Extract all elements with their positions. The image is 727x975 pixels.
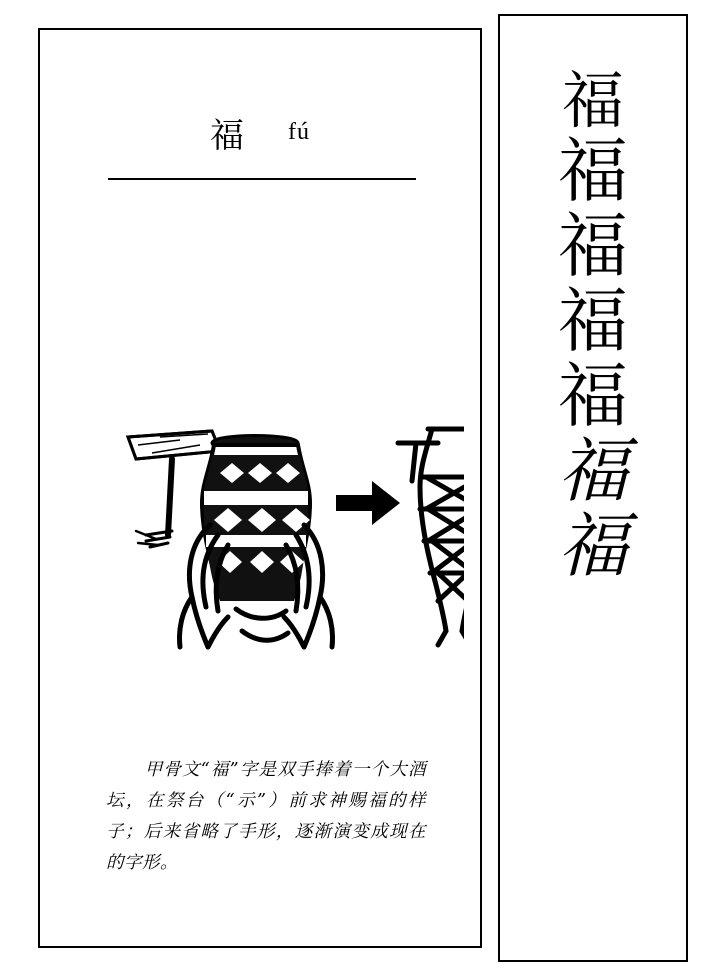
script-form-regular-3: 福: [558, 280, 628, 363]
script-form-regular-4: 福: [558, 355, 628, 437]
script-form-cursive-2: 福: [558, 504, 628, 587]
explanation-body: 甲骨文“福”字是双手捧着一个大酒坛，在祭台（“示”）前求神赐福的样子；后来省略了手形，逐渐演变成现在的字形。: [106, 760, 426, 873]
character-evolution-illustration: [60, 385, 464, 685]
simplified-oracle-form: [398, 429, 464, 645]
explanation-text: [106, 755, 426, 879]
script-form-regular-2: 福: [558, 205, 628, 288]
script-form-regular-1: 福: [558, 130, 628, 213]
headword-row: [40, 108, 480, 157]
script-forms-list: [500, 64, 686, 587]
page-title: 福: [210, 116, 246, 156]
title-divider: [108, 178, 416, 180]
pinyin-label: fú: [288, 119, 310, 145]
script-form-seal: 福: [561, 64, 624, 137]
script-form-cursive-1: 福: [558, 429, 628, 512]
entry-panel: [38, 28, 482, 948]
evolution-arrow: [336, 481, 400, 525]
script-forms-panel: [498, 14, 688, 962]
